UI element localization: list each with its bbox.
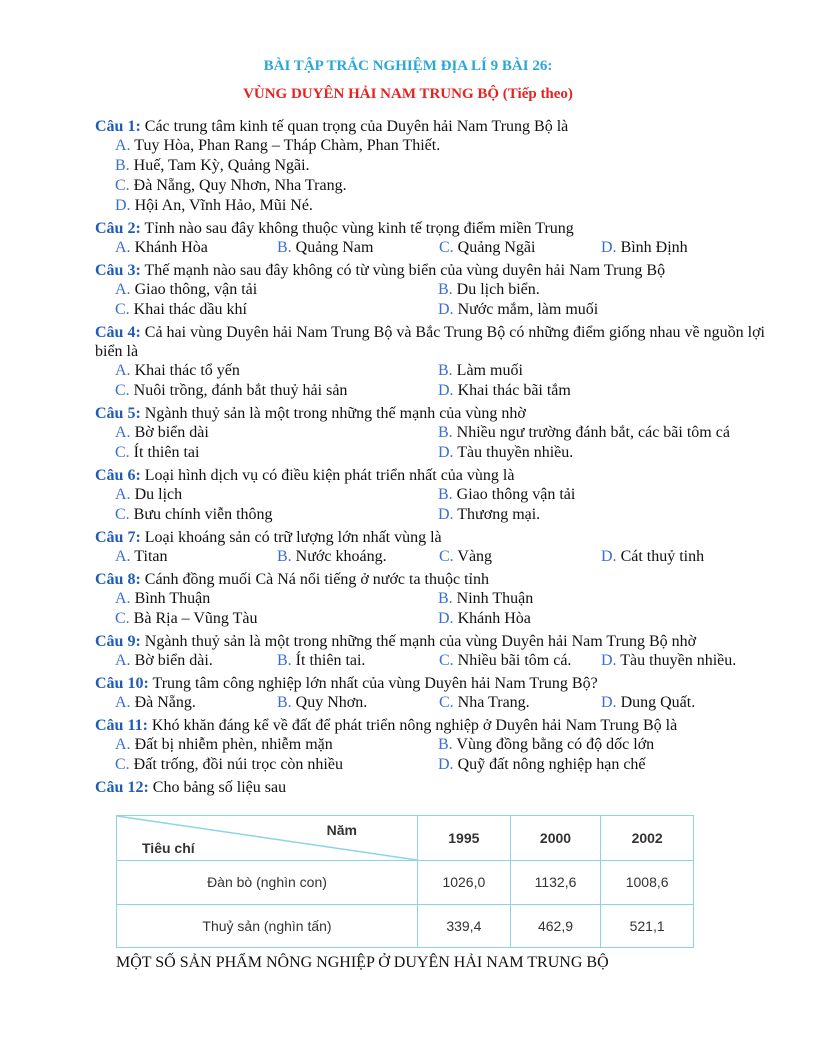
question-label: Câu 9: — [95, 633, 141, 650]
option-text: Bờ biển dài. — [134, 652, 213, 669]
value-cell: 339,4 — [418, 904, 511, 948]
question-label: Câu 4: — [95, 324, 141, 341]
question-label: Câu 12: — [95, 779, 149, 796]
option-letter: A. — [115, 362, 131, 379]
table-corner-cell — [117, 816, 418, 861]
data-table — [116, 815, 694, 948]
option-letter: C. — [115, 382, 130, 399]
answer-option — [277, 238, 439, 258]
answer-option — [115, 280, 438, 300]
question-stem: Cả hai vùng Duyên hải Nam Trung Bộ và Bắc Trung Bộ có những điểm giống nhau về nguồn lợi biển là — [95, 324, 765, 360]
option-text: Bà Rịa – Vũng Tàu — [133, 610, 258, 627]
question-label: Câu 2: — [95, 220, 141, 237]
question-block — [95, 261, 767, 320]
answer-option — [438, 589, 761, 609]
option-letter: A. — [115, 281, 131, 298]
option-letter: A. — [115, 548, 131, 565]
question-label: Câu 6: — [95, 467, 141, 484]
option-letter: C. — [439, 548, 454, 565]
question-stem: Khó khăn đáng kể về đất để phát triển nông nghiệp ở Duyên hải Nam Trung Bộ là — [151, 717, 678, 734]
option-letter: A. — [115, 590, 131, 607]
answer-option — [438, 485, 761, 505]
option-text: Nước khoáng. — [295, 548, 387, 565]
question-stem: Tỉnh nào sau đây không thuộc vùng kinh tế trọng điểm miền Trung — [144, 220, 574, 237]
answer-option — [115, 300, 438, 320]
question-block — [95, 323, 767, 401]
answer-option — [438, 361, 761, 381]
question-label: Câu 3: — [95, 262, 141, 279]
answer-option — [439, 693, 601, 713]
question-list — [95, 117, 767, 800]
option-letter: A. — [115, 137, 131, 154]
question-label: Câu 10: — [95, 675, 149, 692]
answer-option — [115, 361, 438, 381]
answer-option — [115, 505, 438, 525]
option-text: Titan — [134, 548, 168, 565]
question-text — [95, 404, 767, 423]
option-text: Ít thiên tai — [133, 444, 200, 461]
table-caption: MỘT SỐ SẢN PHẨM NÔNG NGHIỆP Ở DUYÊN HẢI NAM TRUNG BỘ — [116, 954, 609, 971]
table-row — [117, 904, 694, 948]
answer-option — [601, 651, 763, 671]
answer-options — [95, 280, 767, 320]
option-letter: B. — [277, 652, 292, 669]
answer-option — [115, 238, 277, 258]
answer-options — [95, 238, 767, 258]
question-text — [95, 778, 767, 797]
option-text: Du lịch — [134, 486, 183, 503]
option-text: Quy Nhơn. — [295, 694, 368, 711]
option-letter: B. — [277, 694, 292, 711]
option-text: Khai thác dầu khí — [133, 301, 247, 318]
option-letter: A. — [115, 486, 131, 503]
answer-option — [601, 238, 763, 258]
criterion-cell: Đàn bò (nghìn con) — [117, 861, 418, 905]
answer-options — [95, 136, 767, 216]
answer-option — [115, 547, 277, 567]
option-letter: D. — [601, 694, 617, 711]
question-text — [95, 570, 767, 589]
question-block — [95, 716, 767, 775]
option-text: Cát thuỷ tinh — [620, 548, 705, 565]
answer-option — [601, 693, 763, 713]
option-letter: C. — [115, 506, 130, 523]
answer-option — [439, 547, 601, 567]
question-text — [95, 632, 767, 651]
value-cell: 1026,0 — [418, 861, 511, 905]
answer-options — [95, 693, 767, 713]
answer-option — [438, 381, 761, 401]
question-block — [95, 466, 767, 525]
option-text: Huế, Tam Kỳ, Quảng Ngãi. — [133, 157, 310, 174]
option-letter: B. — [438, 590, 453, 607]
option-text: Ít thiên tai. — [295, 652, 366, 669]
option-letter: D. — [115, 197, 131, 214]
answer-option — [115, 755, 438, 775]
answer-option — [438, 280, 761, 300]
answer-option — [115, 381, 438, 401]
option-text: Bình Định — [620, 239, 688, 256]
question-block — [95, 404, 767, 463]
option-letter: C. — [115, 444, 130, 461]
answer-option — [115, 156, 767, 176]
answer-options — [95, 589, 767, 629]
option-letter: C. — [115, 177, 130, 194]
option-text: Đất trống, đồi núi trọc còn nhiều — [133, 756, 343, 773]
option-text: Bình Thuận — [134, 590, 211, 607]
option-text: Khánh Hòa — [457, 610, 531, 627]
option-letter: C. — [115, 610, 130, 627]
worksheet-title: BÀI TẬP TRẮC NGHIỆM ĐỊA LÍ 9 BÀI 26: — [263, 58, 553, 74]
option-letter: B. — [277, 548, 292, 565]
option-text: Bờ biển dài — [134, 424, 209, 441]
criterion-cell: Thuỷ sản (nghìn tấn) — [117, 904, 418, 948]
option-letter: A. — [115, 694, 131, 711]
option-text: Nước mắm, làm muối — [457, 301, 599, 318]
option-letter: A. — [115, 736, 131, 753]
option-letter: A. — [115, 239, 131, 256]
answer-option — [438, 735, 761, 755]
question-stem: Loại khoáng sản có trữ lượng lớn nhất vùng là — [144, 529, 442, 546]
option-text: Thương mại. — [457, 506, 541, 523]
option-letter: B. — [438, 281, 453, 298]
option-letter: D. — [438, 756, 454, 773]
option-text: Khánh Hòa — [134, 239, 208, 256]
answer-option — [115, 651, 277, 671]
value-cell: 462,9 — [510, 904, 601, 948]
answer-option — [115, 443, 438, 463]
option-text: Ninh Thuận — [456, 590, 534, 607]
question-block — [95, 570, 767, 629]
option-text: Tàu thuyền nhiều. — [620, 652, 737, 669]
option-text: Quỹ đất nông nghiệp hạn chế — [457, 756, 646, 773]
answer-option — [277, 693, 439, 713]
question-text — [95, 323, 767, 361]
answer-option — [115, 609, 438, 629]
option-text: Giao thông, vận tải — [134, 281, 258, 298]
option-text: Nhiều ngư trường đánh bắt, các bãi tôm cá — [456, 424, 730, 441]
option-letter: C. — [439, 694, 454, 711]
option-letter: B. — [438, 736, 453, 753]
option-letter: D. — [601, 652, 617, 669]
option-letter: D. — [438, 610, 454, 627]
year-column-header: 1995 — [418, 816, 511, 861]
option-letter: C. — [439, 239, 454, 256]
answer-option — [438, 755, 761, 775]
answer-options — [95, 423, 767, 463]
value-cell: 1132,6 — [510, 861, 601, 905]
answer-option — [115, 423, 438, 443]
question-block — [95, 219, 767, 258]
answer-option — [115, 176, 767, 196]
option-text: Khai thác bãi tắm — [457, 382, 571, 399]
option-text: Vùng đồng bằng có độ dốc lớn — [456, 736, 655, 753]
worksheet-subtitle: VÙNG DUYÊN HẢI NAM TRUNG BỘ (Tiếp theo) — [243, 86, 573, 102]
answer-option — [115, 735, 438, 755]
option-letter: C. — [439, 652, 454, 669]
question-text — [95, 117, 767, 136]
option-text: Quảng Nam — [295, 239, 374, 256]
option-letter: B. — [115, 157, 130, 174]
option-letter: B. — [438, 362, 453, 379]
question-text — [95, 674, 767, 693]
option-letter: D. — [438, 506, 454, 523]
answer-options — [95, 485, 767, 525]
question-stem: Cho bảng số liệu sau — [152, 779, 287, 796]
option-letter: D. — [601, 239, 617, 256]
option-letter: D. — [438, 444, 454, 461]
option-letter: C. — [115, 301, 130, 318]
question-label: Câu 1: — [95, 118, 141, 135]
option-letter: D. — [438, 382, 454, 399]
option-text: Giao thông vận tải — [456, 486, 576, 503]
answer-option — [115, 693, 277, 713]
answer-option — [277, 547, 439, 567]
question-block — [95, 528, 767, 567]
answer-option — [439, 651, 601, 671]
option-text: Vàng — [457, 548, 493, 565]
question-stem: Thế mạnh nào sau đây không có từ vùng biển của vùng duyên hải Nam Trung Bộ — [144, 262, 666, 279]
question-label: Câu 7: — [95, 529, 141, 546]
option-text: Nuôi trồng, đánh bắt thuỷ hải sản — [133, 382, 348, 399]
table-row — [117, 861, 694, 905]
question-block — [95, 632, 767, 671]
question-stem: Cánh đồng muối Cà Ná nổi tiếng ở nước ta thuộc tỉnh — [144, 571, 489, 588]
question-block — [95, 674, 767, 713]
value-cell: 1008,6 — [601, 861, 694, 905]
option-letter: A. — [115, 652, 131, 669]
question-stem: Ngành thuỷ sản là một trong những thế mạnh của vùng nhờ — [144, 405, 526, 422]
question-text — [95, 219, 767, 238]
answer-options — [95, 651, 767, 671]
answer-option — [601, 547, 763, 567]
year-column-header: 2000 — [510, 816, 601, 861]
option-letter: B. — [277, 239, 292, 256]
option-text: Đà Nẵng. — [134, 694, 196, 711]
answer-option — [438, 609, 761, 629]
year-column-header: 2002 — [601, 816, 694, 861]
table-header-row — [117, 816, 694, 861]
option-text: Đà Nẵng, Quy Nhơn, Nha Trang. — [133, 177, 347, 194]
question-text — [95, 528, 767, 547]
question-stem: Trung tâm công nghiệp lớn nhất của vùng Duyên hải Nam Trung Bộ? — [152, 675, 598, 692]
answer-option — [115, 485, 438, 505]
answer-option — [115, 136, 767, 156]
question-block — [95, 778, 767, 797]
option-letter: D. — [438, 301, 454, 318]
answer-options — [95, 547, 767, 567]
value-cell: 521,1 — [601, 904, 694, 948]
question-stem: Ngành thuỷ sản là một trong những thế mạnh của vùng Duyên hải Nam Trung Bộ nhờ — [144, 633, 697, 650]
option-text: Dung Quất. — [620, 694, 696, 711]
year-header: Năm — [326, 822, 357, 838]
option-letter: D. — [601, 548, 617, 565]
option-text: Bưu chính viễn thông — [133, 506, 273, 523]
option-text: Làm muối — [456, 362, 523, 379]
option-text: Đất bị nhiễm phèn, nhiễm mặn — [134, 736, 333, 753]
option-text: Tàu thuyền nhiều. — [457, 444, 574, 461]
option-text: Nha Trang. — [457, 694, 530, 711]
question-label: Câu 5: — [95, 405, 141, 422]
option-text: Quảng Ngãi — [457, 239, 536, 256]
question-stem: Loại hình dịch vụ có điều kiện phát triển nhất của vùng là — [144, 467, 515, 484]
option-text: Tuy Hòa, Phan Rang – Tháp Chàm, Phan Thiết. — [134, 137, 441, 154]
answer-option — [439, 238, 601, 258]
answer-option — [115, 589, 438, 609]
criterion-header: Tiêu chí — [142, 840, 195, 856]
option-text: Du lịch biển. — [456, 281, 540, 298]
answer-option — [438, 443, 761, 463]
answer-option — [438, 300, 761, 320]
option-text: Nhiều bãi tôm cá. — [457, 652, 572, 669]
option-text: Khai thác tổ yến — [134, 362, 240, 379]
answer-option — [438, 423, 761, 443]
option-letter: B. — [438, 424, 453, 441]
question-text — [95, 466, 767, 485]
question-stem: Các trung tâm kinh tế quan trọng của Duyên hải Nam Trung Bộ là — [144, 118, 569, 135]
answer-option — [438, 505, 761, 525]
option-letter: B. — [438, 486, 453, 503]
answer-option — [115, 196, 767, 216]
option-text: Hội An, Vĩnh Hảo, Mũi Né. — [134, 197, 313, 214]
answer-options — [95, 735, 767, 775]
option-letter: C. — [115, 756, 130, 773]
question-text — [95, 716, 767, 735]
question-label: Câu 8: — [95, 571, 141, 588]
question-label: Câu 11: — [95, 717, 148, 734]
answer-options — [95, 361, 767, 401]
answer-option — [277, 651, 439, 671]
option-letter: A. — [115, 424, 131, 441]
question-text — [95, 261, 767, 280]
question-block — [95, 117, 767, 216]
